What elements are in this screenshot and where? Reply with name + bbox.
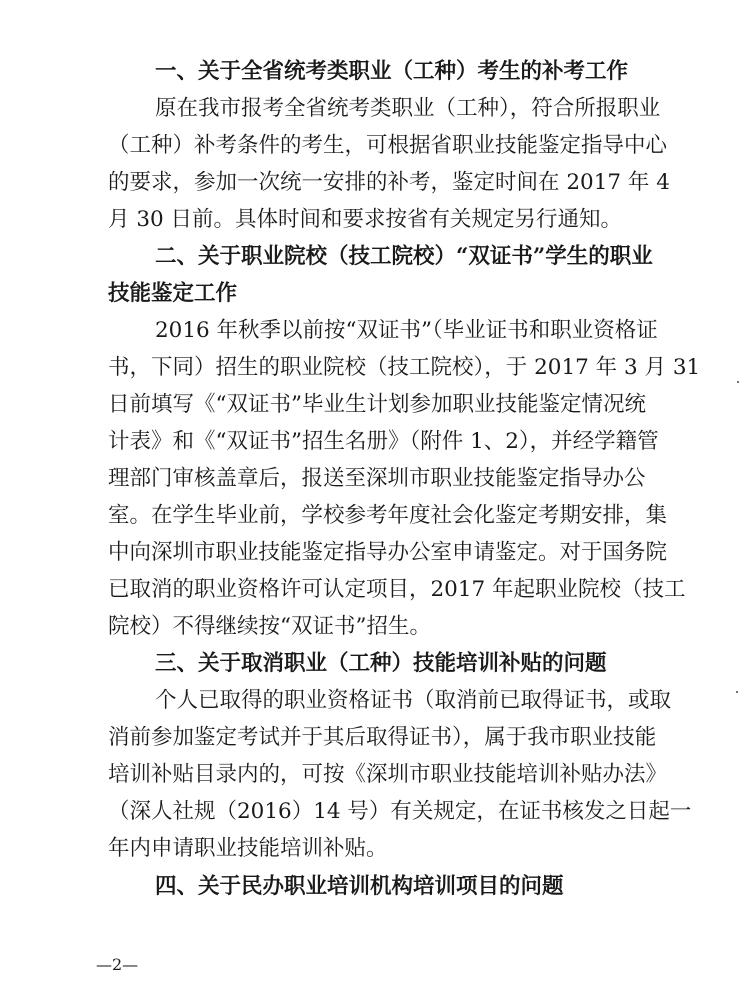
paragraph-line: 已取消的职业资格许可认定项目，2017 年起职业院校（技工	[108, 577, 686, 602]
paragraph-line: 消前参加鉴定考试并于其后取得证书），属于我市职业技能	[108, 725, 657, 750]
paragraph-line: 计表》和《“双证书”招生名册》（附件 1、2），并经学籍管	[108, 429, 659, 454]
paragraph-line: 2016 年秋季以前按“双证书”（毕业证书和职业资格证	[155, 318, 658, 343]
paragraph-line: 中向深圳市职业技能鉴定指导办公室申请鉴定。对于国务院	[108, 540, 668, 565]
paragraph-line: 个人已取得的职业资格证书（取消前已取得证书，或取	[155, 688, 672, 713]
page-number: —2—	[96, 955, 139, 974]
paragraph-line: 月 30 日前。具体时间和要求按省有关规定另行通知。	[108, 207, 623, 232]
paragraph-line: （深人社规（2016）14 号）有关规定，在证书核发之日起一	[108, 799, 692, 824]
paragraph-line: 培训补贴目录内的，可按《深圳市职业技能培训补贴办法》	[108, 762, 668, 787]
scan-speck	[737, 381, 739, 383]
paragraph-line: 书，下同）招生的职业院校（技工院校），于 2017 年 3 月 31	[108, 355, 701, 380]
paragraph-line: 院校）不得继续按“双证书”招生。	[108, 614, 431, 639]
section-4-heading: 四、关于民办职业培训机构培训项目的问题	[155, 874, 564, 899]
section-2-heading: 二、关于职业院校（技工院校）“双证书”学生的职业	[155, 244, 653, 269]
paragraph-line: 原在我市报考全省统考类职业（工种），符合所报职业	[155, 96, 661, 121]
paragraph-line: 理部门审核盖章后，报送至深圳市职业技能鉴定指导办公	[108, 466, 646, 491]
section-2-heading-cont: 技能鉴定工作	[108, 281, 238, 306]
paragraph-line: 日前填写《“双证书”毕业生计划参加职业技能鉴定情况统	[108, 392, 646, 417]
paragraph-line: （工种）补考条件的考生，可根据省职业技能鉴定指导中心	[108, 133, 668, 158]
section-1-heading: 一、关于全省统考类职业（工种）考生的补考工作	[155, 59, 629, 84]
paragraph-line: 的要求，参加一次统一安排的补考，鉴定时间在 2017 年 4	[108, 170, 670, 195]
section-3-heading: 三、关于取消职业（工种）技能培训补贴的问题	[155, 651, 607, 676]
scan-speck	[736, 691, 738, 693]
paragraph-line: 年内申请职业技能培训补贴。	[108, 836, 388, 861]
paragraph-line: 室。在学生毕业前，学校参考年度社会化鉴定考期安排，集	[108, 503, 668, 528]
